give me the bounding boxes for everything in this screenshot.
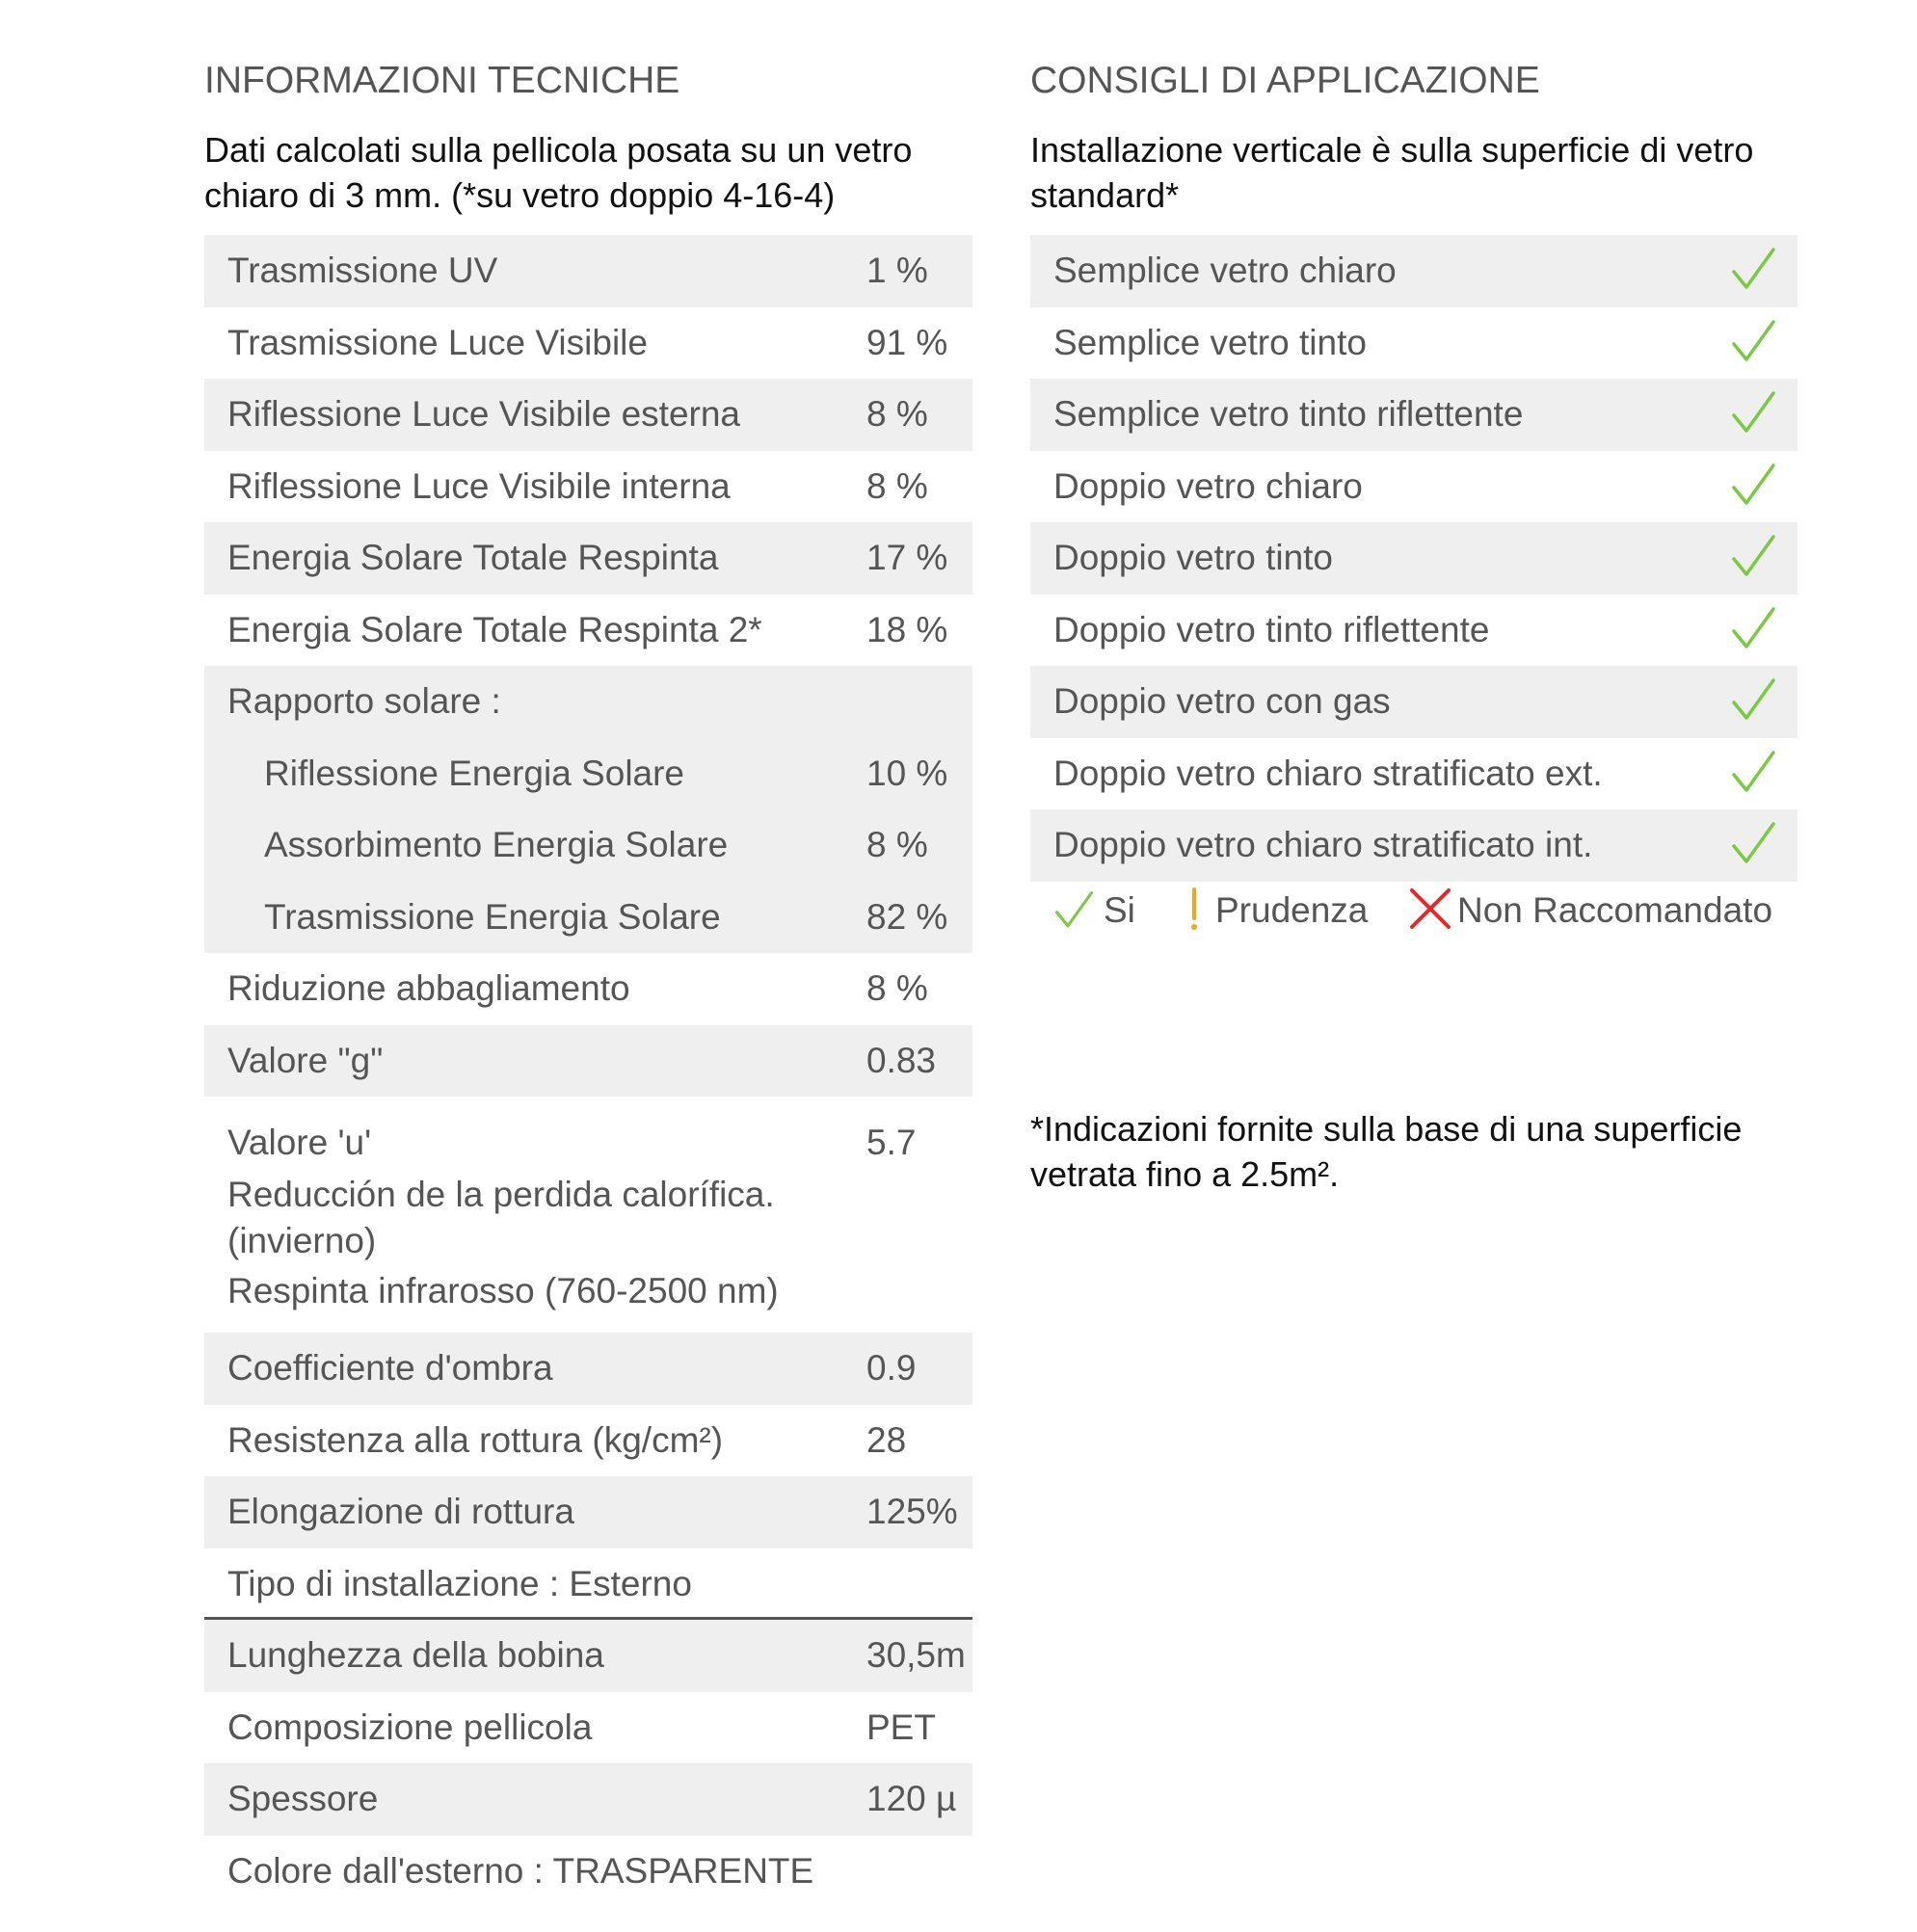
row-value: 28: [866, 1419, 907, 1460]
table-row: [204, 1692, 972, 1764]
row-value: 91 %: [866, 322, 948, 362]
table-row: [204, 882, 972, 954]
row-value: 0.9: [866, 1348, 917, 1388]
footnote: *Indicazioni fornite sulla base di una superficie vetrata fino a 2.5m².: [1030, 1109, 1743, 1194]
table-row: [204, 1620, 972, 1692]
application-advice-table: [1030, 235, 1797, 882]
row-label: Lunghezza della bobina: [227, 1635, 604, 1675]
table-row: [204, 379, 972, 451]
table-row: [204, 666, 972, 738]
row-value: 8 %: [866, 825, 928, 864]
row-value: 1 %: [866, 251, 928, 290]
table-row: [204, 1548, 972, 1621]
table-row: [204, 953, 972, 1025]
application-advice-subtitle: Installazione verticale è sulla superficie di vetro standard*: [1030, 130, 1754, 215]
check-icon: [1730, 389, 1778, 437]
row-label: Composizione pellicola: [227, 1707, 593, 1747]
check-icon: [1730, 462, 1778, 510]
table-row: [204, 1476, 972, 1548]
row-label: Reducción de la perdida calorífica. (invierno): [227, 1175, 775, 1260]
row-label: Tipo di installazione : Esterno: [227, 1563, 692, 1603]
exclamation-icon: [1185, 887, 1204, 932]
table-row: [204, 1763, 972, 1836]
row-label: Doppio vetro con gas: [1053, 681, 1391, 721]
technical-info-section: [204, 56, 972, 1907]
row-label: Riflessione Luce Visibile interna: [227, 465, 731, 506]
table-row: [204, 1405, 972, 1477]
row-label: Valore "g": [227, 1040, 384, 1080]
row-label: Semplice vetro chiaro: [1053, 251, 1397, 290]
check-icon: [1730, 676, 1778, 725]
row-label: Coefficiente d'ombra: [227, 1348, 553, 1388]
table-row: [1030, 451, 1797, 523]
row-label: Assorbimento Energia Solare: [264, 825, 729, 864]
row-value: 8 %: [866, 968, 928, 1008]
check-icon: [1730, 246, 1778, 294]
row-label: Doppio vetro chiaro stratificato ext.: [1053, 753, 1603, 793]
row-label: Energia Solare Totale Respinta: [227, 538, 719, 577]
row-value: 8 %: [866, 394, 928, 434]
table-row: [204, 307, 972, 380]
row-label: Doppio vetro tinto riflettente: [1053, 609, 1490, 649]
legend-caution-label: Prudenza: [1215, 889, 1369, 930]
row-label: Doppio vetro tinto: [1053, 538, 1334, 577]
check-icon: [1730, 318, 1778, 366]
table-row: [204, 809, 972, 882]
row-value: 18 %: [866, 609, 948, 649]
application-advice-title: CONSIGLI DI APPLICAZIONE: [1030, 60, 1540, 101]
row-label: Respinta infrarosso (760-2500 nm): [227, 1271, 779, 1310]
row-label: Riduzione abbagliamento: [227, 968, 630, 1008]
table-row: [1030, 809, 1797, 882]
table-row: [204, 1097, 972, 1333]
table-row: [1030, 666, 1797, 738]
table-row: [204, 738, 972, 810]
row-label: Riflessione Luce Visibile esterna: [227, 394, 741, 434]
row-value: 0.83: [866, 1040, 937, 1080]
row-value: 82 %: [866, 896, 948, 937]
row-label: Riflessione Energia Solare: [264, 753, 685, 793]
table-row: [204, 451, 972, 523]
row-label: Resistenza alla rottura (kg/cm²): [227, 1419, 724, 1460]
table-row: [204, 522, 972, 595]
row-value: 5.7: [866, 1123, 917, 1162]
table-row: [1030, 738, 1797, 810]
row-label: Trasmissione Luce Visibile: [227, 322, 648, 362]
check-icon: [1730, 533, 1778, 581]
row-value: PET: [866, 1707, 936, 1747]
table-row: [1030, 235, 1797, 307]
table-row: [204, 235, 972, 307]
check-icon: [1730, 749, 1778, 797]
technical-info-title: INFORMAZIONI TECNICHE: [204, 60, 680, 101]
legend: [1030, 882, 1797, 940]
row-value: 125%: [866, 1492, 958, 1531]
row-value: 120 µ: [866, 1779, 957, 1818]
row-value: 8 %: [866, 465, 928, 506]
row-value: 17 %: [866, 538, 948, 577]
check-icon: [1730, 820, 1778, 868]
row-label: Semplice vetro tinto: [1053, 322, 1367, 362]
row-label: Trasmissione UV: [227, 251, 498, 290]
row-label: Valore 'u': [227, 1123, 372, 1162]
check-icon: [1053, 889, 1096, 932]
legend-yes-label: Si: [1104, 889, 1135, 930]
row-label: Trasmissione Energia Solare: [264, 896, 721, 937]
row-label: Elongazione di rottura: [227, 1492, 574, 1531]
row-label: Spessore: [227, 1779, 379, 1818]
row-label: Doppio vetro chiaro stratificato int.: [1053, 825, 1593, 864]
row-label: Colore dall'esterno : TRASPARENTE: [227, 1850, 814, 1891]
table-row: [204, 1836, 972, 1908]
table-row: [204, 595, 972, 667]
table-row: [1030, 307, 1797, 380]
technical-info-subtitle: Dati calcolati sulla pellicola posata su un vetro chiaro di 3 mm. (*su vetro doppio 4-16-4): [204, 130, 913, 215]
table-row: [1030, 379, 1797, 451]
check-icon: [1730, 605, 1778, 653]
table-row: [1030, 595, 1797, 667]
row-label: Doppio vetro chiaro: [1053, 465, 1363, 506]
row-label: Energia Solare Totale Respinta 2*: [227, 609, 762, 649]
row-label: Rapporto solare :: [227, 681, 501, 721]
table-row: [1030, 522, 1797, 595]
table-row: [204, 1333, 972, 1405]
cross-icon: [1409, 887, 1451, 930]
technical-info-table: [204, 235, 972, 1907]
row-label: Semplice vetro tinto riflettente: [1053, 394, 1524, 434]
table-row: [204, 1025, 972, 1098]
application-advice-section: [1030, 56, 1797, 940]
legend-no-label: Non Raccomandato: [1457, 889, 1773, 930]
row-value: 10 %: [866, 753, 948, 793]
row-value: 30,5m: [866, 1635, 966, 1675]
